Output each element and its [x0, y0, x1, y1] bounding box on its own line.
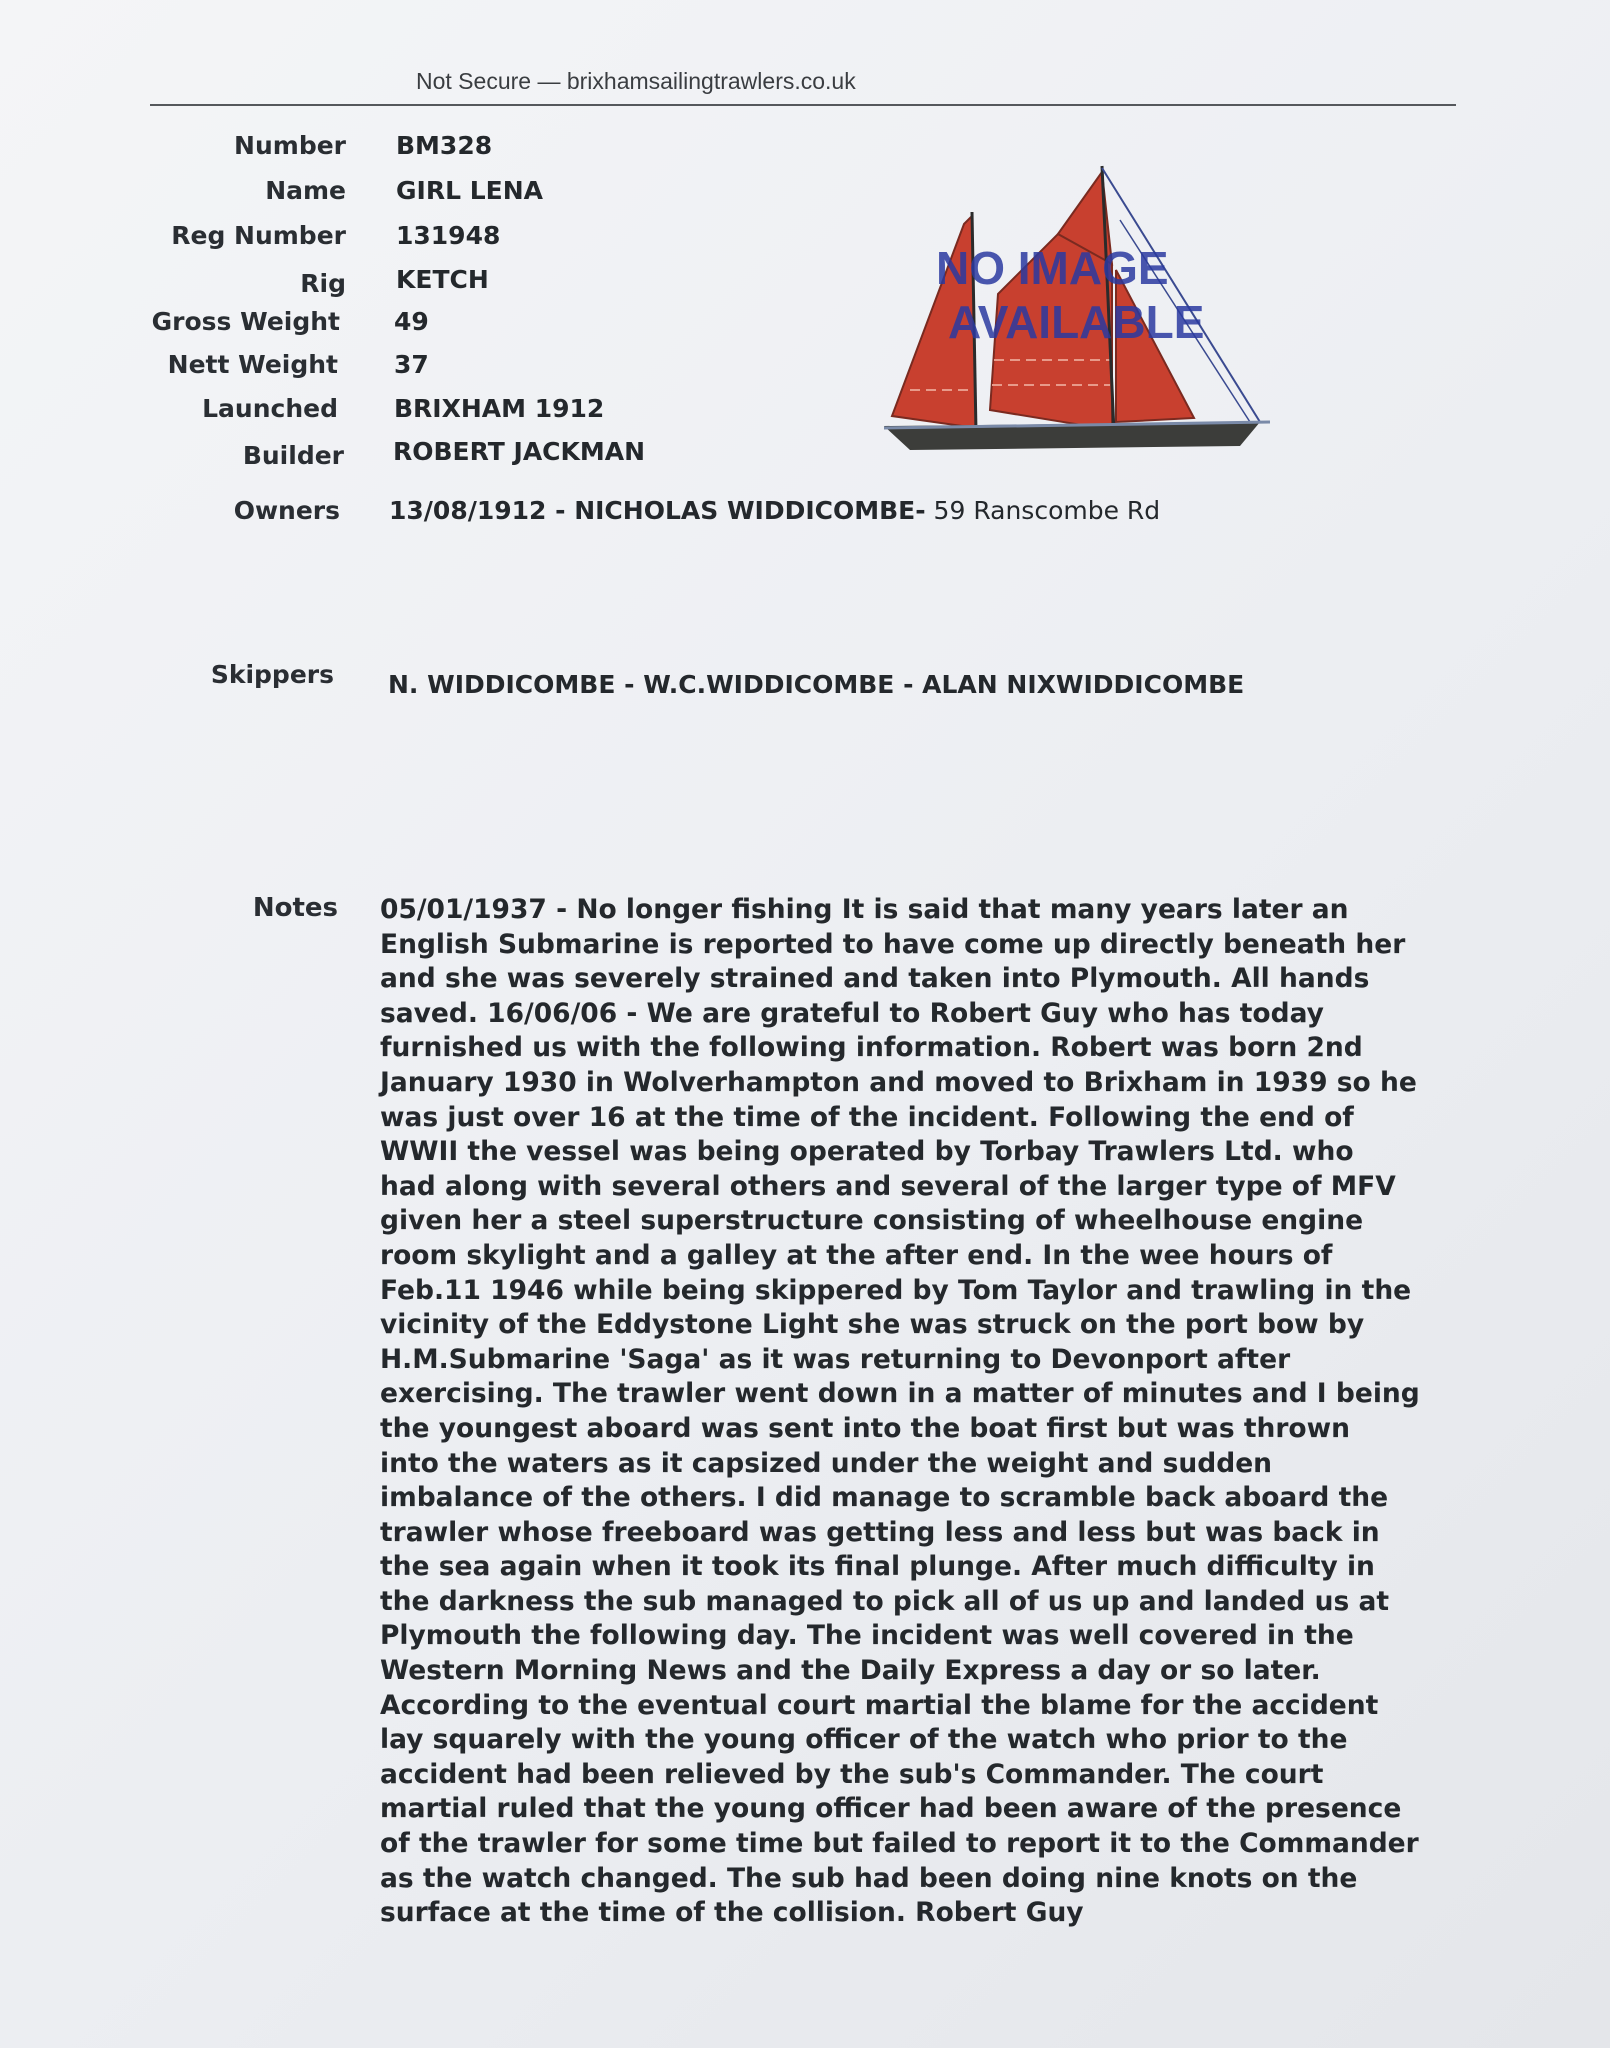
notes-line: H.M.Submarine 'Saga' as it was returning to Devonport after	[380, 1343, 1291, 1375]
notes-line: accident had been relieved by the sub's Commander. The court	[380, 1758, 1324, 1790]
label-owners: Owners	[233, 496, 340, 525]
label-nett-weight: Nett Weight	[167, 350, 338, 379]
notes-line: WWII the vessel was being operated by Torbay Trawlers Ltd. who	[380, 1136, 1354, 1168]
value-gross-weight: 49	[394, 307, 429, 336]
owners-date-name: 13/08/1912 - NICHOLAS WIDDICOMBE-	[389, 496, 926, 525]
notes-line: had along with several others and several of the larger type of MFV	[380, 1170, 1396, 1202]
owners-address: 59 Ranscombe Rd	[925, 496, 1161, 525]
notes-line: January 1930 in Wolverhampton and moved to Brixham in 1939 so he	[380, 1066, 1417, 1098]
notes-line: into the waters as it capsized under the weight and sudden	[380, 1447, 1273, 1479]
value-name: GIRL LENA	[396, 176, 543, 205]
notes-line: as the watch changed. The sub had been doing nine knots on the	[380, 1862, 1358, 1894]
notes-line: the sea again when it took its final plunge. After much difficulty in	[380, 1551, 1375, 1583]
notes-line: given her a steel superstructure consisting of wheelhouse engine	[380, 1205, 1364, 1237]
value-launched: BRIXHAM 1912	[394, 394, 605, 423]
placeholder-text-line2: AVAILABLE	[948, 296, 1205, 348]
notes-line: lay squarely with the young officer of the watch who prior to the	[380, 1724, 1348, 1756]
notes-text	[380, 893, 1420, 1931]
notes-line: was just over 16 at the time of the incident. Following the end of	[380, 1101, 1354, 1133]
notes-line: 05/01/1937 - No longer fishing It is said that many years later an	[380, 894, 1349, 925]
label-name: Name	[265, 176, 346, 205]
notes-line: exercising. The trawler went down in a matter of minutes and I being	[380, 1378, 1420, 1410]
url-text: Not Secure — brixhamsailingtrawlers.co.uk	[416, 68, 856, 94]
label-rig: Rig	[300, 269, 346, 298]
browser-url-bar[interactable]	[150, 60, 1456, 106]
label-reg-number: Reg Number	[171, 221, 346, 250]
value-number: BM328	[396, 131, 493, 160]
notes-line: trawler whose freeboard was getting less and less but was back in	[380, 1516, 1380, 1548]
notes-line: Feb.11 1946 while being skippered by Tom Taylor and trawling in the	[380, 1274, 1412, 1306]
notes-line: room skylight and a galley at the after end. In the wee hours of	[380, 1239, 1333, 1271]
value-nett-weight: 37	[394, 350, 429, 379]
label-notes: Notes	[252, 893, 338, 923]
notes-line: According to the eventual court martial the blame for the accident	[380, 1689, 1379, 1721]
placeholder-text-line1: NO IMAGE	[936, 242, 1169, 294]
label-gross-weight: Gross Weight	[151, 307, 340, 336]
value-skippers: N. WIDDICOMBE - W.C.WIDDICOMBE - ALAN NIXWIDDICOMBE	[388, 670, 1245, 699]
notes-line: surface at the time of the collision. Robert Guy	[380, 1897, 1084, 1929]
value-owners	[389, 496, 1160, 525]
label-launched: Launched	[202, 394, 338, 423]
notes-line: martial ruled that the young officer had been aware of the presence	[380, 1793, 1402, 1825]
notes-line: the youngest aboard was sent into the boat first but was thrown	[380, 1412, 1350, 1444]
sailboat-icon	[880, 160, 1280, 450]
notes-line: furnished us with the following information. Robert was born 2nd	[380, 1032, 1363, 1064]
notes-line: imbalance of the others. I did manage to scramble back aboard the	[380, 1482, 1389, 1514]
notes-line: Plymouth the following day. The incident was well covered in the	[380, 1620, 1354, 1652]
label-skippers: Skippers	[210, 660, 334, 689]
notes-line: and she was severely strained and taken into Plymouth. All hands	[380, 963, 1370, 995]
notes-line: English Submarine is reported to have come up directly beneath her	[380, 928, 1406, 960]
notes-line: of the trawler for some time but failed to report it to the Commander	[380, 1828, 1419, 1860]
value-rig: KETCH	[396, 265, 489, 294]
no-image-available-picture	[880, 160, 1280, 450]
notes-line: the darkness the sub managed to pick all of us up and landed us at	[380, 1585, 1390, 1617]
notes-line: saved. 16/06/06 - We are grateful to Robert Guy who has today	[380, 997, 1324, 1029]
value-builder: ROBERT JACKMAN	[393, 437, 646, 466]
label-number: Number	[234, 131, 346, 160]
notes-line: vicinity of the Eddystone Light she was struck on the port bow by	[380, 1309, 1365, 1341]
label-builder: Builder	[242, 441, 344, 470]
notes-line: Western Morning News and the Daily Express a day or so later.	[380, 1655, 1321, 1687]
value-reg-number: 131948	[396, 221, 501, 250]
